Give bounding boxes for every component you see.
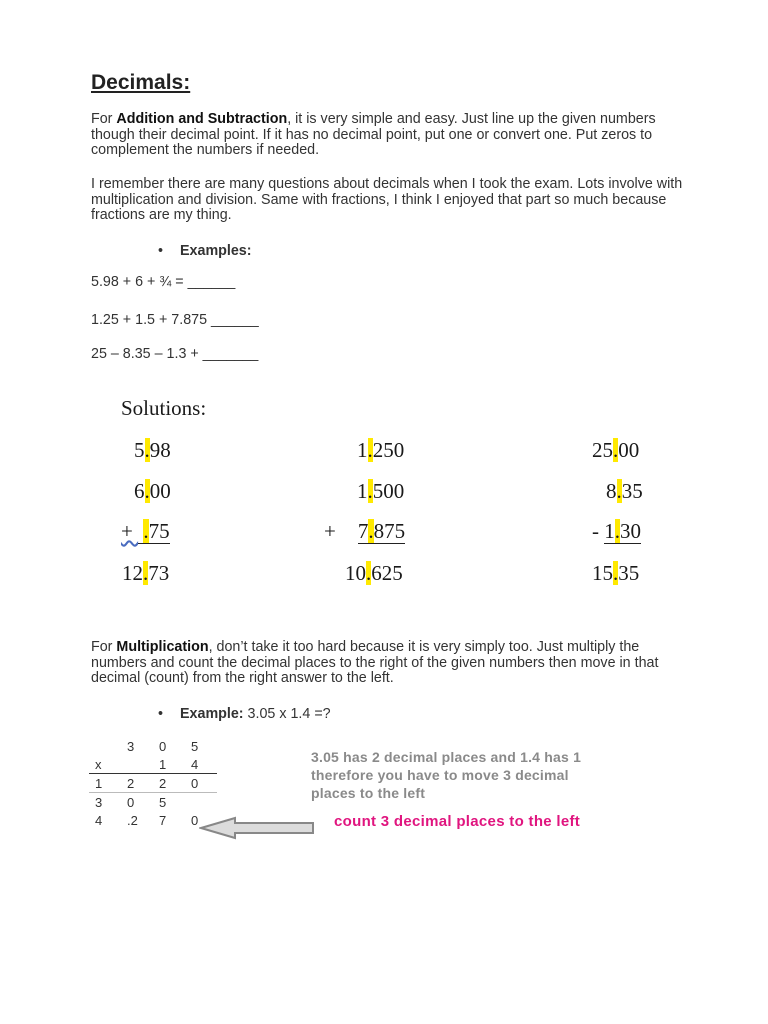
example-line-2: 1.25 + 1.5 + 7.875 ______ [91,312,259,328]
table-row: x 1 4 [89,755,217,774]
table-row: 3 0 5 [95,794,167,810]
count-decimal-note: count 3 decimal places to the left [334,813,581,830]
table-row: 1 2 2 0 [89,774,217,793]
solution2-row4: 10.625 [345,561,403,585]
table-row: 4 .2 7 0 [95,812,199,828]
example-line-3: 25 – 8.35 – 1.3 + _______ [91,346,259,362]
examples-bullet [158,243,252,259]
solution3-row1: 25.00 [592,438,640,462]
solution1-row3: + .75 [121,519,170,543]
bullet-dot: • [158,706,164,722]
example-line-1: 5.98 + 6 + ¾ = ______ [91,274,236,290]
table-row: 3 0 5 [127,738,199,754]
solution3-row3: - 1.30 [592,519,641,543]
decimal-places-note [311,748,581,802]
multiplication-paragraph: For Multiplication, don’t take it too hard because it is very simply too. Just multiply the numbers and count the decimal places to the right of the given numbers then move in that decimal (count) from the right answer to the left. [91,639,659,686]
left-arrow-icon [199,816,315,840]
page-title: Decimals: [91,71,191,94]
example-label: Example: [180,706,244,722]
intro-rest: , it is very simple and easy. Just line up the given numbers though their decimal point. If it has no decimal point, put one or convert one. Put zeros to complement the numbers if needed. [91,111,656,158]
note-line: 3.05 has 2 decimal places and 1.4 has 1 [311,749,582,765]
note-line: therefore you have to move 3 decimal [311,767,569,783]
solution2-row1: 1.250 [357,438,405,462]
note-line: places to the left [311,785,426,801]
solution3-row2: 8.35 [606,479,643,503]
solution3-row4: 15.35 [592,561,640,585]
example-value: 3.05 x 1.4 =? [243,706,331,722]
solutions-title: Solutions: [121,396,207,420]
bullet-dot: • [158,243,164,259]
example-bullet [158,706,331,722]
solution1-row4: 12.73 [122,561,170,585]
multiplication-table [89,737,217,829]
memory-paragraph: I remember there are many questions about decimals when I took the exam. Lots involve with multiplication and division. Same with fractions, I think I enjoyed that part so much because fractions are my thing. [91,176,683,223]
addition-subtraction-paragraph [91,112,691,159]
intro-bold: Addition and Subtraction [116,111,288,127]
solution2-row3: + 7.875 [324,519,406,543]
solution2-row2: 1.500 [357,479,405,503]
intro-prefix: For [91,111,117,127]
solution1-row1: 5.98 [134,438,171,462]
examples-label: Examples: [180,243,252,259]
solution1-row2: 6.00 [134,479,171,503]
